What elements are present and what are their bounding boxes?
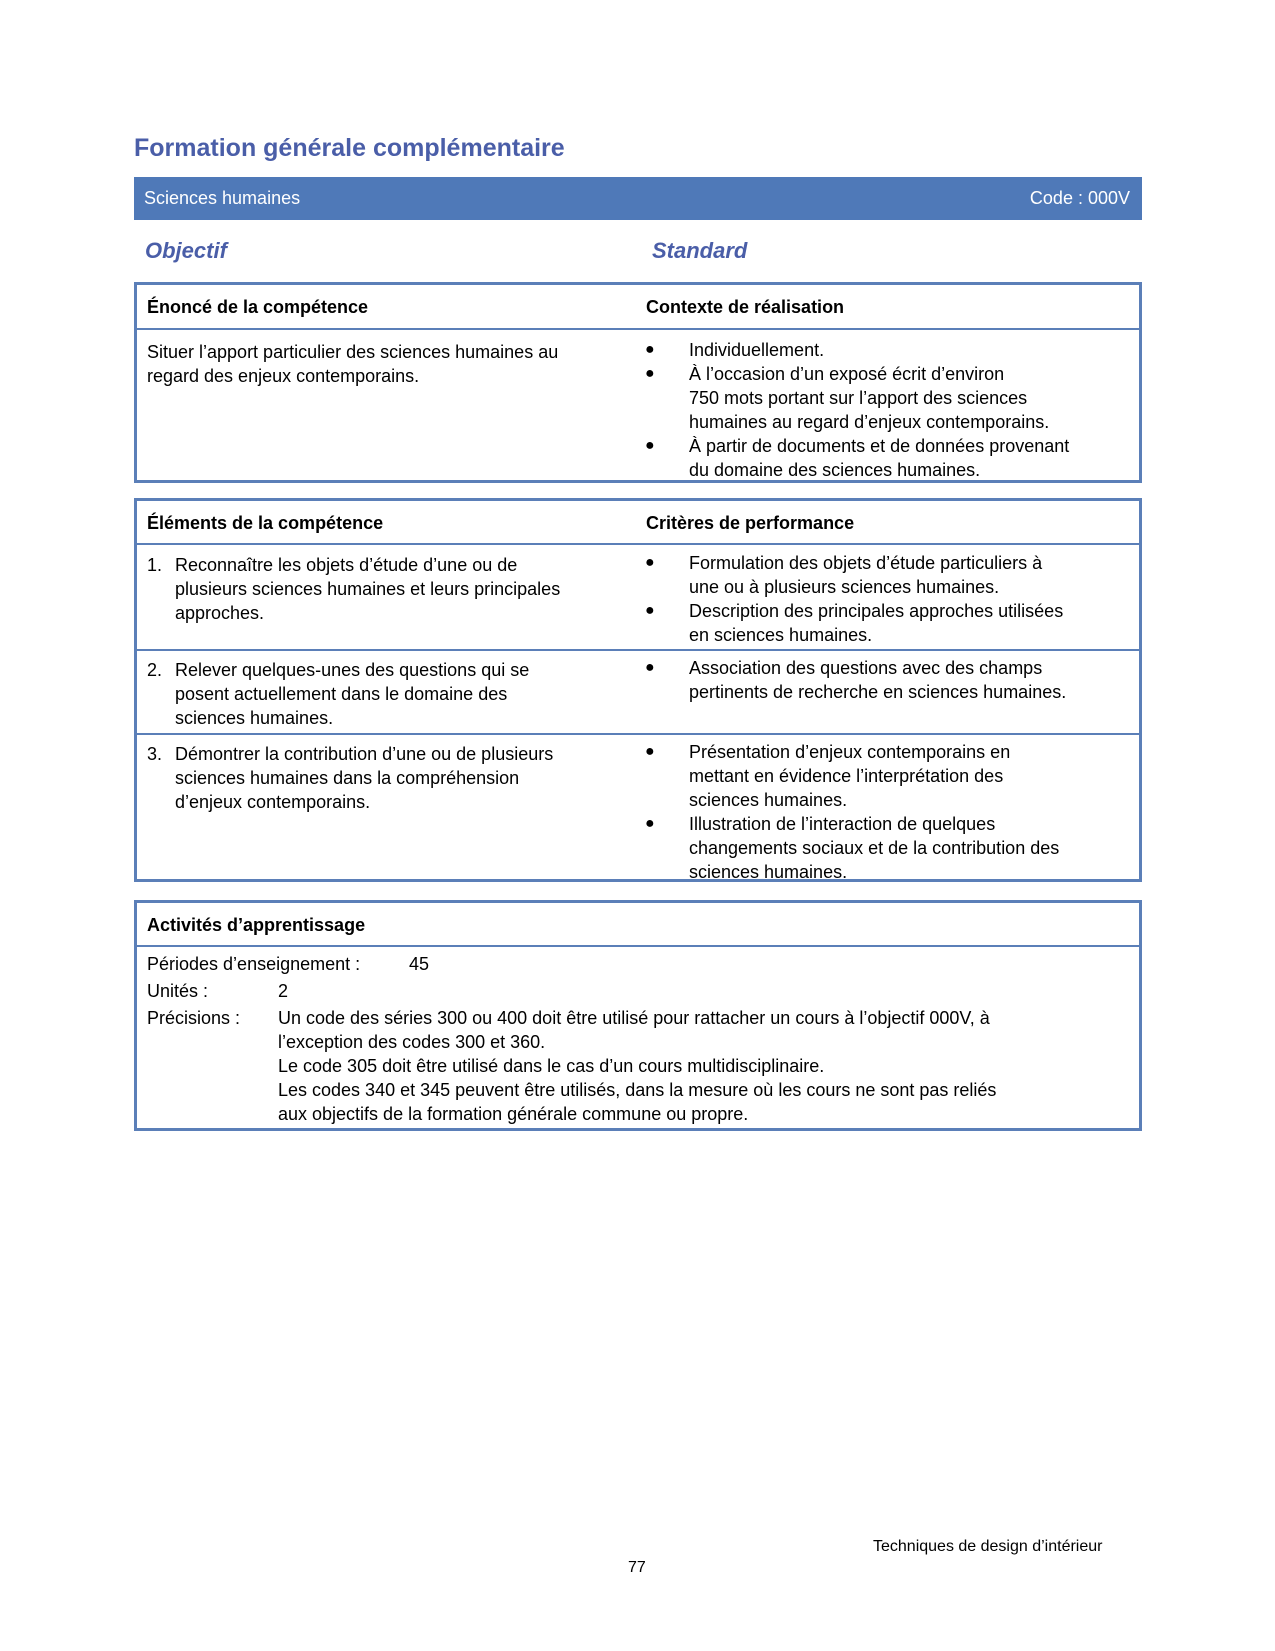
subject-banner (134, 177, 1142, 220)
elements-box (134, 498, 1142, 882)
standard-label: Standard (652, 238, 748, 263)
element-line: Démontrer la contribution d’une ou de plusieurs (175, 744, 554, 764)
criterion-line: sciences humaines. (689, 862, 848, 882)
precisions-line: Les codes 340 et 345 peuvent être utilisés, dans la mesure où les cours ne sont pas reliés (278, 1080, 997, 1100)
criterion-line: sciences humaines. (689, 790, 848, 810)
criterion-line: mettant en évidence l’interprétation des (689, 766, 1004, 786)
contexte-item: Individuellement. (689, 340, 825, 360)
contexte-item: du domaine des sciences humaines. (689, 460, 981, 480)
criterion-line: une ou à plusieurs sciences humaines. (689, 577, 1000, 597)
element-number: 1. (147, 555, 163, 575)
bullet-icon: ● (645, 602, 655, 619)
bullet-icon: ● (645, 659, 655, 676)
element-line: sciences humaines. (175, 708, 334, 728)
bullet-icon: ● (645, 554, 655, 571)
activites-header: Activités d’apprentissage (147, 915, 366, 935)
subject-code: Code : 000V (1029, 188, 1130, 208)
periodes-label: Périodes d’enseignement : (147, 954, 361, 974)
criterion-line: Présentation d’enjeux contemporains en (689, 742, 1011, 762)
contexte-item: humaines au regard d’enjeux contemporains. (689, 412, 1050, 432)
subject-name: Sciences humaines (144, 188, 301, 208)
bullet-icon: ● (645, 365, 655, 382)
contexte-item: À partir de documents et de données provenant (689, 436, 1070, 456)
activites-box (134, 900, 1142, 1131)
enonce-header: Énoncé de la compétence (147, 297, 369, 317)
contexte-item: 750 mots portant sur l’apport des sciences (689, 388, 1028, 408)
bullet-icon: ● (645, 341, 655, 358)
elements-header: Éléments de la compétence (147, 513, 384, 533)
element-number: 3. (147, 744, 163, 764)
precisions-line: l’exception des codes 300 et 360. (278, 1032, 546, 1052)
precisions-line: Le code 305 doit être utilisé dans le cas d’un cours multidisciplinaire. (278, 1056, 825, 1076)
precisions-label: Précisions : (147, 1008, 241, 1028)
page-number: 77 (628, 1559, 646, 1576)
unites-value: 2 (278, 981, 289, 1001)
element-line: plusieurs sciences humaines et leurs principales (175, 579, 561, 599)
criterion-line: changements sociaux et de la contribution des (689, 838, 1060, 858)
element-line: approches. (175, 603, 265, 623)
criterion-line: Illustration de l’interaction de quelques (689, 814, 996, 834)
bullet-icon: ● (645, 437, 655, 454)
bullet-icon: ● (645, 815, 655, 832)
element-line: Relever quelques-unes des questions qui se (175, 660, 530, 680)
competence-box (134, 282, 1142, 483)
contexte-header: Contexte de réalisation (646, 297, 845, 317)
element-number: 2. (147, 660, 163, 680)
bullet-icon: ● (645, 743, 655, 760)
unites-label: Unités : (147, 981, 209, 1001)
element-line: d’enjeux contemporains. (175, 792, 371, 812)
criterion-line: Description des principales approches utilisées (689, 601, 1064, 621)
element-line: sciences humaines dans la compréhension (175, 768, 520, 788)
criterion-line: en sciences humaines. (689, 625, 873, 645)
criterion-line: Formulation des objets d’étude particuliers à (689, 553, 1043, 573)
precisions-line: aux objectifs de la formation générale commune ou propre. (278, 1104, 749, 1124)
periodes-value: 45 (409, 954, 430, 974)
objectif-label: Objectif (145, 238, 227, 263)
footer-program: Techniques de design d’intérieur (873, 1538, 1103, 1555)
enonce-line: regard des enjeux contemporains. (147, 366, 420, 386)
precisions-line: Un code des séries 300 ou 400 doit être utilisé pour rattacher un cours à l’objectif 000V, à (278, 1008, 990, 1028)
page-title: Formation générale complémentaire (134, 134, 565, 162)
element-line: posent actuellement dans le domaine des (175, 684, 508, 704)
criterion-line: Association des questions avec des champs (689, 658, 1043, 678)
criteres-header: Critères de performance (646, 513, 855, 533)
criterion-line: pertinents de recherche en sciences humaines. (689, 682, 1067, 702)
contexte-item: À l’occasion d’un exposé écrit d’environ (689, 364, 1005, 384)
element-line: Reconnaître les objets d’étude d’une ou de (175, 555, 518, 575)
enonce-line: Situer l’apport particulier des sciences humaines au (147, 342, 559, 362)
